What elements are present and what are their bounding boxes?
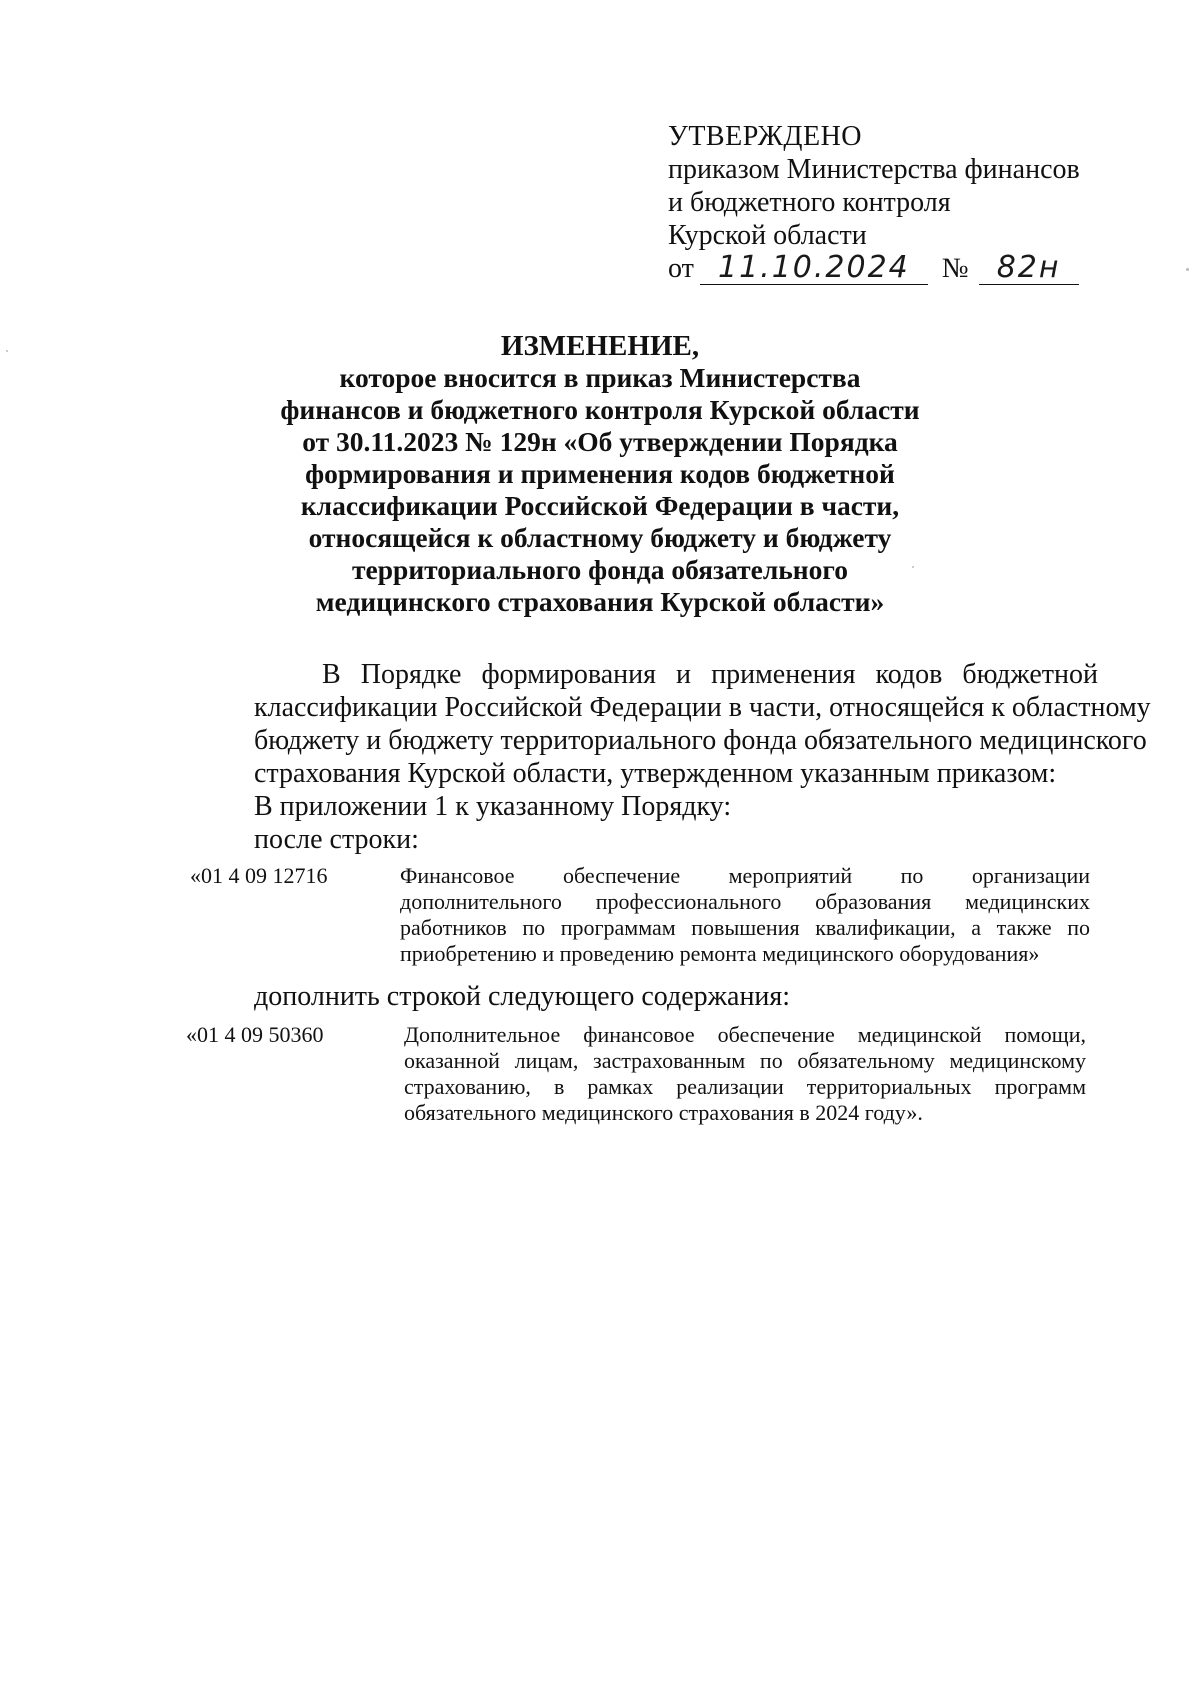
description-line: работников по программам повышения квалификации, а также по <box>400 915 1090 940</box>
scan-speck <box>912 566 914 568</box>
row-description <box>400 863 1090 967</box>
title-main: ИЗМЕНЕНИЕ, <box>500 330 700 362</box>
document-title <box>180 330 1020 618</box>
approval-line-2: и бюджетного контроля <box>668 187 951 218</box>
title-line: классификации Российской Федерации в части, <box>300 490 900 521</box>
approval-date-line <box>668 252 1088 285</box>
description-line: страхованию, в рамках реализации территориальных программ <box>404 1074 1086 1099</box>
description-line: Дополнительное финансовое обеспечение медицинской помощи, <box>404 1022 1086 1047</box>
paragraph-line: страхования Курской области, утвержденном указанным приказом: <box>254 758 1057 789</box>
row-description <box>404 1022 1086 1126</box>
title-line: относящейся к областному бюджету и бюджету <box>308 522 892 553</box>
number-sign: № <box>941 253 969 284</box>
after-line-label: после строки: <box>254 824 419 855</box>
row-code: «01 4 09 50360 <box>186 1022 324 1047</box>
description-line: Финансовое обеспечение мероприятий по организации <box>400 863 1090 888</box>
row-code: «01 4 09 12716 <box>190 863 328 888</box>
date-prefix: от <box>668 253 694 284</box>
handwritten-date: 11.10.2024 <box>700 252 928 285</box>
body-paragraph <box>186 658 1151 790</box>
title-line: финансов и бюджетного контроля Курской области <box>280 394 920 425</box>
description-line: приобретению и проведению ремонта медицинского оборудования» <box>400 941 1040 966</box>
approval-heading: УТВЕРЖДЕНО <box>668 121 863 152</box>
description-line: оказанной лицам, застрахованным по обязательному медицинскому <box>404 1048 1086 1073</box>
title-line: формирования и применения кодов бюджетной <box>305 458 895 489</box>
scan-speck <box>6 350 8 352</box>
paragraph-line: бюджету и бюджету территориального фонда обязательного медицинского <box>254 725 1147 756</box>
approval-line-3: Курской области <box>668 220 867 251</box>
title-line: которое вносится в приказ Министерства <box>339 362 861 393</box>
approval-block <box>668 120 1088 285</box>
description-line: дополнительного профессионального образования медицинских <box>400 889 1090 914</box>
code-row-new <box>186 1022 1086 1126</box>
title-line: медицинского страхования Курской области» <box>315 586 885 617</box>
title-line: территориального фонда обязательного <box>352 554 848 585</box>
document-body <box>186 658 1151 856</box>
scan-speck <box>1186 268 1189 271</box>
title-line: от 30.11.2023 № 129н «Об утверждении Порядка <box>302 426 898 457</box>
approval-line-1: приказом Министерства финансов <box>668 154 1080 185</box>
add-line-label: дополнить строкой следующего содержания: <box>254 981 791 1012</box>
description-line: обязательного медицинского страхования в 2024 году». <box>404 1100 923 1125</box>
code-row-existing <box>190 863 1090 967</box>
paragraph-line: В Порядке формирования и применения кодов бюджетной <box>322 659 1098 690</box>
appendix-line: В приложении 1 к указанному Порядку: <box>254 791 732 822</box>
paragraph-line: классификации Российской Федерации в части, относящейся к областному <box>254 692 1151 723</box>
handwritten-number: 82н <box>979 252 1079 285</box>
